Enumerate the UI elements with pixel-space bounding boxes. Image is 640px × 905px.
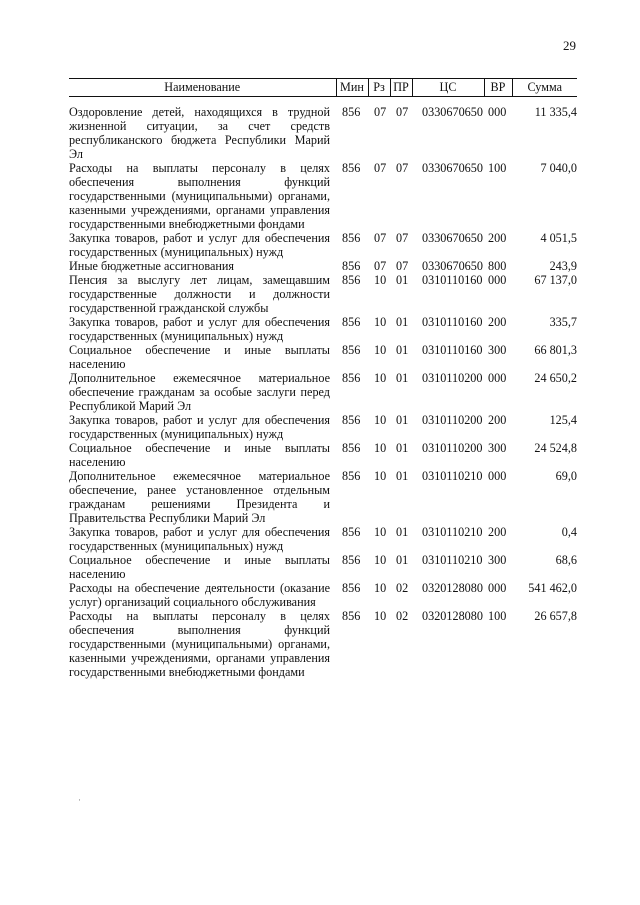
cell-name: Оздоровление детей, находящихся в трудной жизненной ситуации, за счет средств республиканского бюджета Республики Марий Эл <box>69 105 330 161</box>
cell-vr: 300 <box>488 553 507 567</box>
cell-vr: 200 <box>488 413 507 427</box>
cell-pr: 01 <box>396 525 409 539</box>
table-row <box>69 161 577 231</box>
header-name: Наименование <box>69 79 336 97</box>
budget-table <box>69 78 577 679</box>
cell-pr: 07 <box>396 105 409 119</box>
cell-cs: 0310110200 <box>422 441 483 455</box>
cell-pr: 02 <box>396 581 409 595</box>
cell-pr: 01 <box>396 553 409 567</box>
cell-cs: 0310110160 <box>422 343 483 357</box>
cell-pr: 07 <box>396 259 409 273</box>
cell-name: Расходы на выплаты персоналу в целях обеспечения выполнения функций государственными (муниципальными) органами, казенными учреждениями, органами управления государственными внебюджетными фондами <box>69 609 330 679</box>
cell-cs: 0310110160 <box>422 315 483 329</box>
cell-sum: 24 650,2 <box>534 371 577 385</box>
table-row <box>69 413 577 441</box>
cell-min: 856 <box>342 259 361 273</box>
cell-rz: 10 <box>374 581 387 595</box>
cell-pr: 01 <box>396 343 409 357</box>
cell-min: 856 <box>342 413 361 427</box>
cell-rz: 07 <box>374 231 387 245</box>
cell-cs: 0330670650 <box>422 259 483 273</box>
table-row <box>69 259 577 273</box>
cell-sum: 24 524,8 <box>534 441 577 455</box>
table-row <box>69 231 577 259</box>
table-row <box>69 97 577 162</box>
cell-pr: 01 <box>396 371 409 385</box>
cell-rz: 10 <box>374 469 387 483</box>
cell-cs: 0310110200 <box>422 371 483 385</box>
table-row <box>69 553 577 581</box>
cell-cs: 0310110210 <box>422 553 483 567</box>
cell-rz: 10 <box>374 553 387 567</box>
cell-sum: 69,0 <box>555 469 577 483</box>
cell-min: 856 <box>342 231 361 245</box>
table-row <box>69 273 577 315</box>
cell-cs: 0310110160 <box>422 273 483 287</box>
cell-cs: 0330670650 <box>422 105 483 119</box>
cell-rz: 07 <box>374 105 387 119</box>
header-min: Мин <box>336 79 368 97</box>
cell-cs: 0330670650 <box>422 161 483 175</box>
cell-cs: 0310110210 <box>422 525 483 539</box>
cell-min: 856 <box>342 105 361 119</box>
cell-rz: 10 <box>374 371 387 385</box>
cell-name: Расходы на выплаты персоналу в целях обеспечения выполнения функций государственными (муниципальными) органами, казенными учреждениями, органами управления государственными внебюджетными фондами <box>69 161 330 231</box>
cell-cs: 0320128080 <box>422 581 483 595</box>
table-row <box>69 581 577 609</box>
cell-pr: 01 <box>396 441 409 455</box>
table-header <box>69 79 577 97</box>
table-row <box>69 609 577 679</box>
cell-rz: 10 <box>374 609 387 623</box>
cell-vr: 300 <box>488 343 507 357</box>
cell-vr: 800 <box>488 259 507 273</box>
cell-rz: 07 <box>374 259 387 273</box>
cell-name: Расходы на обеспечение деятельности (оказание услуг) организаций социального обслуживания <box>69 581 330 609</box>
cell-pr: 01 <box>396 273 409 287</box>
cell-sum: 68,6 <box>555 553 577 567</box>
cell-name: Иные бюджетные ассигнования <box>69 259 235 273</box>
cell-vr: 000 <box>488 371 507 385</box>
table-row <box>69 525 577 553</box>
cell-min: 856 <box>342 315 361 329</box>
header-sum: Сумма <box>512 79 577 97</box>
table-body <box>69 97 577 680</box>
page-number: 29 <box>563 38 576 53</box>
cell-vr: 200 <box>488 315 507 329</box>
cell-sum: 243,9 <box>549 259 577 273</box>
cell-sum: 125,4 <box>549 413 577 427</box>
cell-name: Пенсия за выслугу лет лицам, замещавшим государственные должности и должности государственной гражданской службы <box>69 273 330 315</box>
header-pr: ПР <box>390 79 412 97</box>
cell-rz: 10 <box>374 273 387 287</box>
scan-speck: · <box>78 795 81 805</box>
cell-name: Социальное обеспечение и иные выплаты населению <box>69 343 330 371</box>
cell-pr: 01 <box>396 469 409 483</box>
cell-rz: 10 <box>374 441 387 455</box>
cell-rz: 07 <box>374 161 387 175</box>
table-row <box>69 371 577 413</box>
cell-vr: 000 <box>488 105 507 119</box>
cell-vr: 000 <box>488 581 507 595</box>
cell-sum: 67 137,0 <box>534 273 577 287</box>
cell-pr: 07 <box>396 231 409 245</box>
header-cs: ЦС <box>412 79 484 97</box>
cell-rz: 10 <box>374 413 387 427</box>
cell-pr: 01 <box>396 315 409 329</box>
cell-name: Дополнительное ежемесячное материальное обеспечение, ранее установленное отдельным гражданам решениями Президента и Правительства Республики Марий Эл <box>69 469 330 525</box>
cell-min: 856 <box>342 371 361 385</box>
cell-min: 856 <box>342 553 361 567</box>
cell-min: 856 <box>342 441 361 455</box>
cell-name: Дополнительное ежемесячное материальное обеспечение гражданам за особые заслуги перед Республикой Марий Эл <box>69 371 330 413</box>
cell-cs: 0310110200 <box>422 413 483 427</box>
cell-cs: 0310110210 <box>422 469 483 483</box>
cell-sum: 66 801,3 <box>534 343 577 357</box>
cell-sum: 7 040,0 <box>540 161 577 175</box>
cell-vr: 000 <box>488 273 507 287</box>
cell-min: 856 <box>342 469 361 483</box>
cell-sum: 26 657,8 <box>534 609 577 623</box>
table-row <box>69 315 577 343</box>
cell-name: Закупка товаров, работ и услуг для обеспечения государственных (муниципальных) нужд <box>69 315 330 343</box>
cell-min: 856 <box>342 343 361 357</box>
table-row <box>69 343 577 371</box>
cell-min: 856 <box>342 161 361 175</box>
cell-cs: 0320128080 <box>422 609 483 623</box>
cell-sum: 335,7 <box>549 315 577 329</box>
cell-min: 856 <box>342 609 361 623</box>
table-row <box>69 441 577 469</box>
cell-rz: 10 <box>374 525 387 539</box>
cell-name: Закупка товаров, работ и услуг для обеспечения государственных (муниципальных) нужд <box>69 525 330 553</box>
cell-sum: 11 335,4 <box>534 105 577 119</box>
cell-name: Закупка товаров, работ и услуг для обеспечения государственных (муниципальных) нужд <box>69 413 330 441</box>
cell-name: Социальное обеспечение и иные выплаты населению <box>69 441 330 469</box>
cell-sum: 0,4 <box>561 525 577 539</box>
cell-vr: 100 <box>488 161 507 175</box>
cell-pr: 01 <box>396 413 409 427</box>
table-row <box>69 469 577 525</box>
cell-name: Социальное обеспечение и иные выплаты населению <box>69 553 330 581</box>
cell-min: 856 <box>342 581 361 595</box>
cell-name: Закупка товаров, работ и услуг для обеспечения государственных (муниципальных) нужд <box>69 231 330 259</box>
cell-sum: 4 051,5 <box>540 231 577 245</box>
cell-vr: 000 <box>488 469 507 483</box>
cell-sum: 541 462,0 <box>528 581 577 595</box>
header-vr: ВР <box>484 79 512 97</box>
cell-rz: 10 <box>374 343 387 357</box>
cell-rz: 10 <box>374 315 387 329</box>
cell-cs: 0330670650 <box>422 231 483 245</box>
cell-vr: 300 <box>488 441 507 455</box>
cell-vr: 200 <box>488 231 507 245</box>
cell-pr: 07 <box>396 161 409 175</box>
cell-vr: 100 <box>488 609 507 623</box>
cell-min: 856 <box>342 273 361 287</box>
cell-vr: 200 <box>488 525 507 539</box>
header-rz: Рз <box>368 79 390 97</box>
cell-pr: 02 <box>396 609 409 623</box>
cell-min: 856 <box>342 525 361 539</box>
